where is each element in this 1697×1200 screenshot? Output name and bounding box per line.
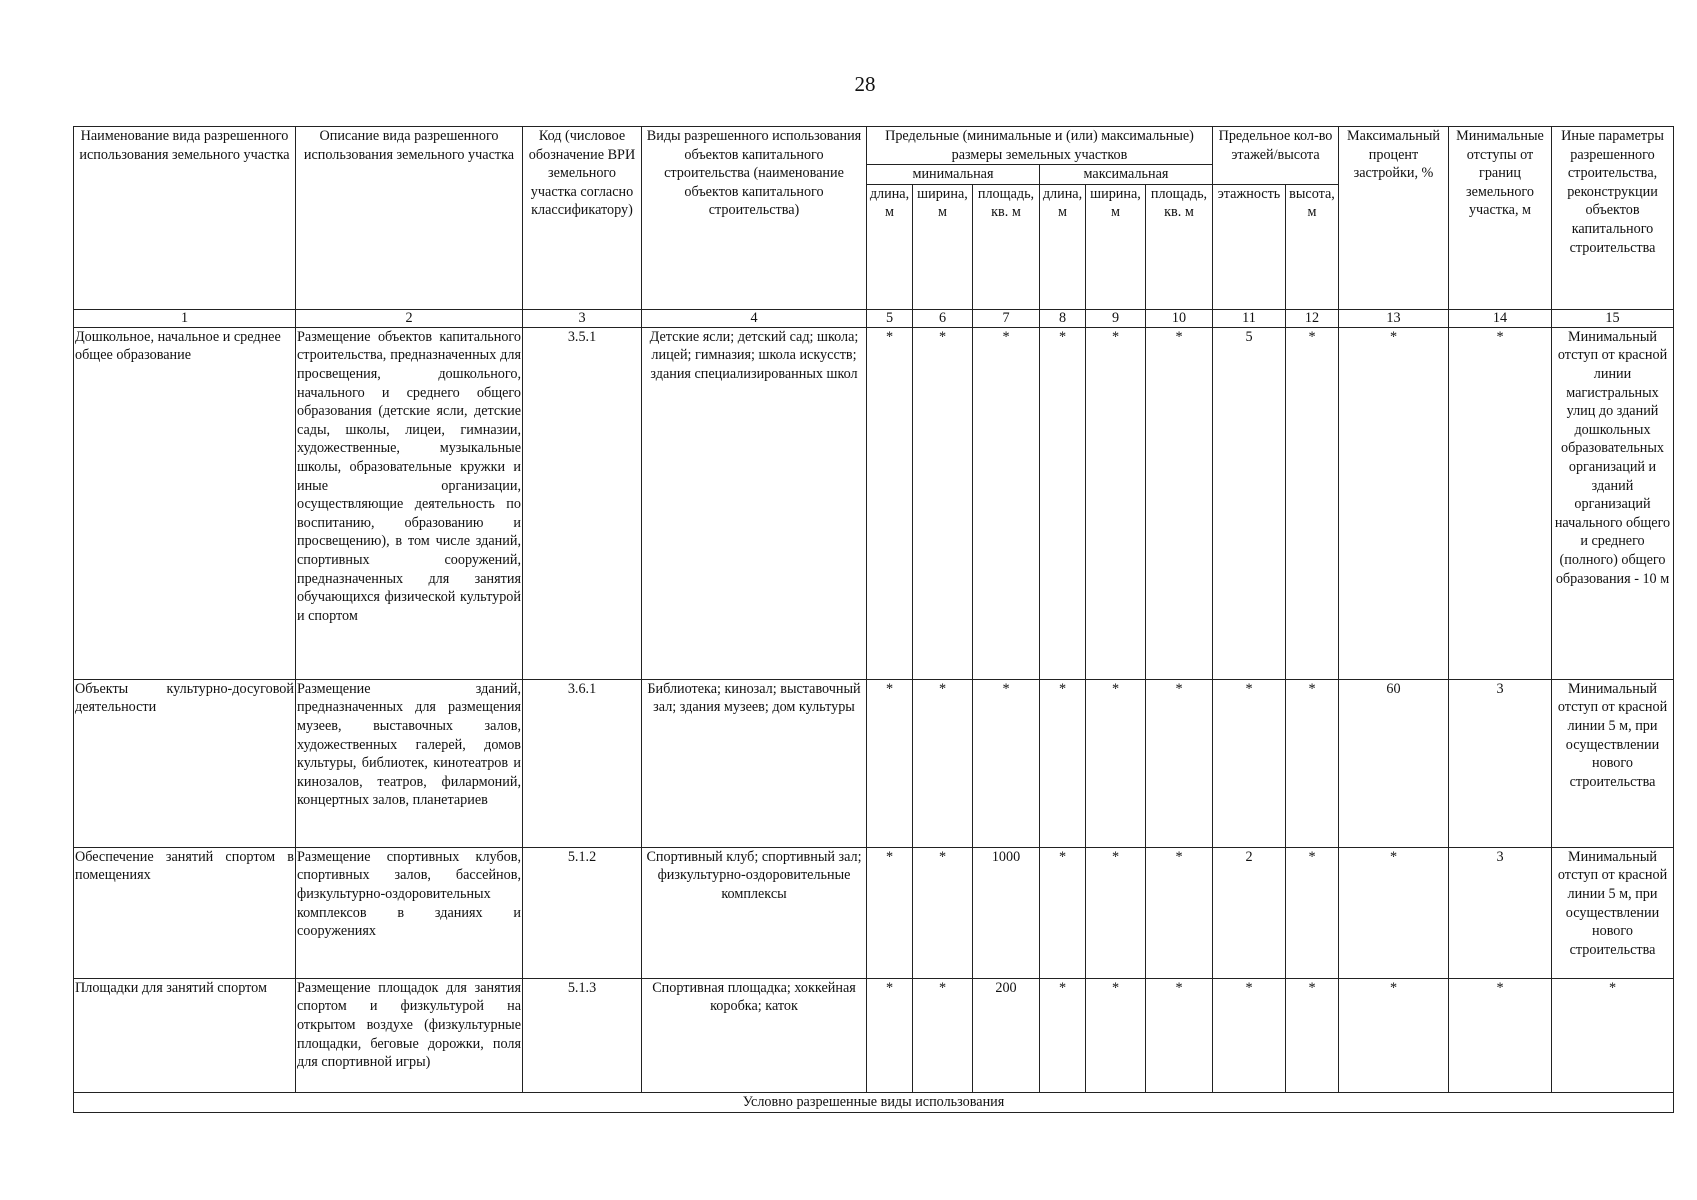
use-name: Объекты культурно-досуговой деятельности [74,679,296,847]
column-number: 8 [1040,309,1086,327]
use-description: Размещение спортивных клубов, спортивных залов, бассейнов, физкультурно-оздоровительных комплексов в зданиях и сооружениях [296,847,523,978]
table-row [74,847,1674,978]
header-row-1 [74,127,1674,165]
floors-value: * [1213,679,1286,847]
header-min-width: ширина, м [913,184,973,309]
min-area-value: * [973,327,1040,679]
max-width-value: * [1086,978,1146,1092]
header-description: Описание вида разрешенного использования земельного участка [296,127,523,310]
use-code: 3.6.1 [523,679,642,847]
column-number: 15 [1552,309,1674,327]
use-code: 5.1.2 [523,847,642,978]
header-max-area: площадь, кв. м [1146,184,1213,309]
min-area-value: * [973,679,1040,847]
table-row [74,978,1674,1092]
header-max-percent: Максимальный процент застройки, % [1339,127,1449,310]
max-percent-value: * [1339,847,1449,978]
max-percent-value: * [1339,327,1449,679]
header-other-params: Иные параметры разрешенного строительства, реконструкции объектов капитального строительства [1552,127,1674,310]
min-area-value: 200 [973,978,1040,1092]
max-width-value: * [1086,679,1146,847]
column-number: 7 [973,309,1040,327]
max-percent-value: * [1339,978,1449,1092]
use-description: Размещение объектов капитального строительства, предназначенных для просвещения, дошкольного, начального и среднего общего образования (детские ясли, детские сады, школы, лицеи, гимназии, художественные, музыкальные школы, образовательные кружки и иные организации, осуществляющие деятельность по воспитанию, образованию и просвещению), в том числе зданий, спортивных сооружений, предназначенных для занятия обучающихся физической культурой и спортом [296,327,523,679]
header-max-width: ширина, м [1086,184,1146,309]
use-code: 3.5.1 [523,327,642,679]
max-width-value: * [1086,327,1146,679]
header-min-group: минимальная [867,165,1040,185]
header-min-length: длина, м [867,184,913,309]
header-min-setback: Минимальные отступы от границ земельного участка, м [1449,127,1552,310]
min-setback-value: * [1449,978,1552,1092]
other-params-value: Минимальный отступ от красной линии 5 м, при осуществлении нового строительства [1552,679,1674,847]
header-max-length: длина, м [1040,184,1086,309]
min-setback-value: * [1449,327,1552,679]
other-params-value: Минимальный отступ от красной линии магистральных улиц до зданий дошкольных образовательных организаций и зданий организаций начального общего и среднего (полного) общего образования - 10 м [1552,327,1674,679]
column-number: 3 [523,309,642,327]
use-name: Площадки для занятий спортом [74,978,296,1092]
header-name: Наименование вида разрешенного использования земельного участка [74,127,296,310]
min-width-value: * [913,847,973,978]
max-percent-value: 60 [1339,679,1449,847]
use-objects: Спортивная площадка; хоккейная коробка; каток [642,978,867,1092]
column-number: 11 [1213,309,1286,327]
column-number: 13 [1339,309,1449,327]
column-number: 1 [74,309,296,327]
header-max-group: максимальная [1040,165,1213,185]
table-row [74,327,1674,679]
other-params-value: Минимальный отступ от красной линии 5 м, при осуществлении нового строительства [1552,847,1674,978]
use-objects: Библиотека; кинозал; выставочный зал; здания музеев; дом культуры [642,679,867,847]
use-code: 5.1.3 [523,978,642,1092]
min-length-value: * [867,679,913,847]
column-number-row [74,309,1674,327]
max-length-value: * [1040,847,1086,978]
header-objects: Виды разрешенного использования объектов капитального строительства (наименование объектов капитального строительства) [642,127,867,310]
min-area-value: 1000 [973,847,1040,978]
use-description: Размещение площадок для занятия спортом и физкультурой на открытом воздухе (физкультурные площадки, беговые дорожки, поля для спортивной игры) [296,978,523,1092]
floors-value: * [1213,978,1286,1092]
max-area-value: * [1146,327,1213,679]
height-value: * [1286,327,1339,679]
min-setback-value: 3 [1449,679,1552,847]
header-floors: этажность [1213,184,1286,309]
column-number: 2 [296,309,523,327]
floors-value: 5 [1213,327,1286,679]
use-name: Обеспечение занятий спортом в помещениях [74,847,296,978]
max-length-value: * [1040,327,1086,679]
max-area-value: * [1146,978,1213,1092]
column-number: 5 [867,309,913,327]
section-footer-row [74,1092,1674,1112]
use-description: Размещение зданий, предназначенных для размещения музеев, выставочных залов, художественных галерей, домов культуры, библиотек, кинотеатров и кинозалов, театров, филармоний, концертных залов, планетариев [296,679,523,847]
column-number: 4 [642,309,867,327]
page-number: 28 [854,72,876,96]
section-footer: Условно разрешенные виды использования [74,1092,1674,1112]
max-width-value: * [1086,847,1146,978]
max-area-value: * [1146,847,1213,978]
min-width-value: * [913,978,973,1092]
header-sizes-group: Предельные (минимальные и (или) максимальные) размеры земельных участков [867,127,1213,165]
min-width-value: * [913,679,973,847]
table-row [74,679,1674,847]
column-number: 6 [913,309,973,327]
column-number: 12 [1286,309,1339,327]
height-value: * [1286,978,1339,1092]
header-code: Код (числовое обозначение ВРИ земельного участка согласно классификатору) [523,127,642,310]
header-min-area: площадь, кв. м [973,184,1040,309]
header-floors-group: Предельное кол-во этажей/высота [1213,127,1339,185]
height-value: * [1286,679,1339,847]
use-objects: Детские ясли; детский сад; школа; лицей; гимназия; школа искусств; здания специализированных школ [642,327,867,679]
use-objects: Спортивный клуб; спортивный зал; физкультурно-оздоровительные комплексы [642,847,867,978]
max-length-value: * [1040,679,1086,847]
min-width-value: * [913,327,973,679]
zoning-table [73,126,1674,1113]
column-number: 9 [1086,309,1146,327]
min-length-value: * [867,978,913,1092]
height-value: * [1286,847,1339,978]
column-number: 14 [1449,309,1552,327]
header-height: высота, м [1286,184,1339,309]
min-length-value: * [867,327,913,679]
max-area-value: * [1146,679,1213,847]
other-params-value: * [1552,978,1674,1092]
floors-value: 2 [1213,847,1286,978]
min-length-value: * [867,847,913,978]
min-setback-value: 3 [1449,847,1552,978]
max-length-value: * [1040,978,1086,1092]
column-number: 10 [1146,309,1213,327]
use-name: Дошкольное, начальное и среднее общее образование [74,327,296,679]
